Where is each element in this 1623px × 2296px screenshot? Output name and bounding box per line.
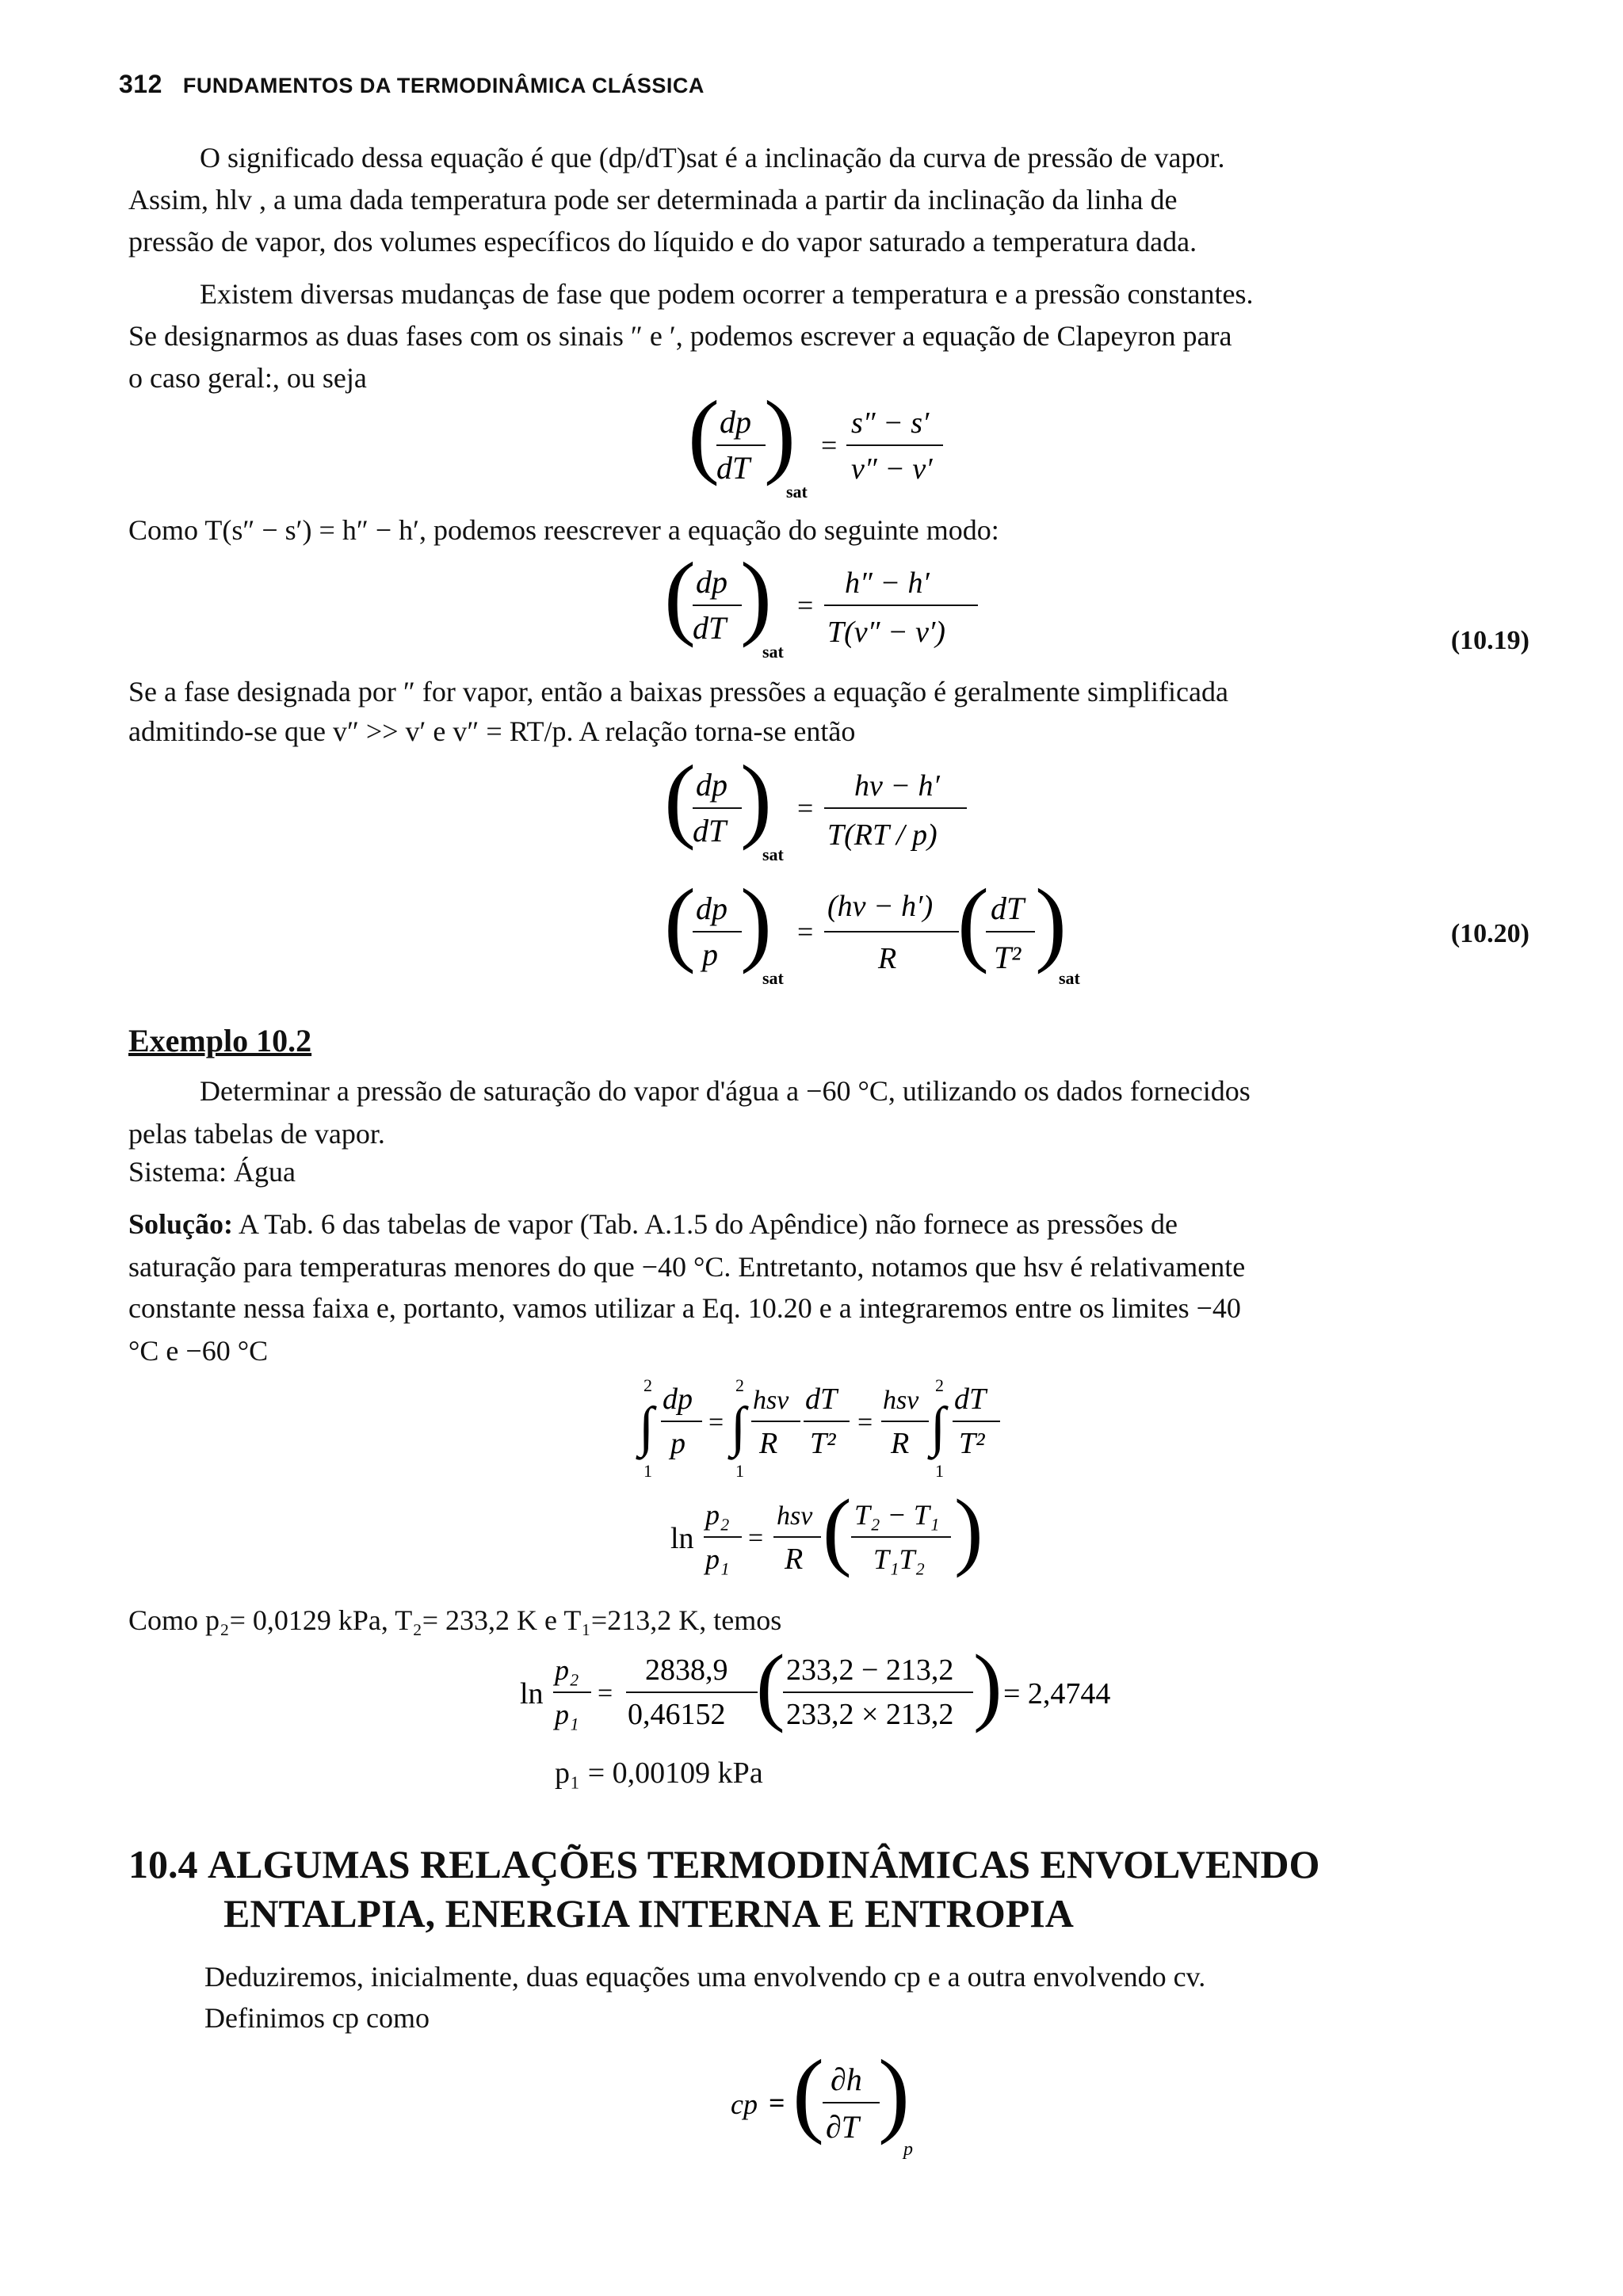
- left-paren: (: [792, 2042, 824, 2145]
- section-title-line-1: ALGUMAS RELAÇÕES TERMODINÂMICAS ENVOLVENDO: [208, 1842, 1320, 1886]
- page-number: 312: [119, 70, 162, 98]
- equals-sign: =: [748, 1524, 764, 1553]
- cp-lhs: cp: [731, 2088, 758, 2120]
- equals-sign: =: [769, 2087, 785, 2119]
- lower-limit: 1: [935, 1461, 944, 1481]
- integral-sign: ∫: [731, 1397, 747, 1458]
- eqB-sub: sat: [762, 845, 784, 864]
- lower-limit: 1: [735, 1461, 744, 1481]
- right-paren: ): [740, 753, 772, 851]
- paragraph-4-line-1: Se a fase designada por ″ for vapor, então a baixas pressões a equação é geralmente simplificada: [128, 676, 1228, 707]
- paragraph-2-line-2: Se designarmos as duas fases com os sinais ″ e ′, podemos escrever a equação de Clapeyron para: [128, 320, 1232, 352]
- num-b-num: 233,2 − 213,2: [786, 1653, 954, 1687]
- eqA-lhs-den: dT: [716, 450, 750, 486]
- eqA-sub: sat: [786, 482, 808, 502]
- equals-sign: =: [598, 1679, 613, 1708]
- eqB-lhs-num: dp: [696, 767, 727, 803]
- paragraph-2-line-1: Existem diversas mudanças de fase que podem ocorrer a temperatura e a pressão constantes.: [200, 278, 1254, 310]
- paragraph-1-line-3: pressão de vapor, dos volumes específicos do líquido e do vapor saturado a temperatura dada.: [128, 226, 1197, 257]
- int-hsv: hsv: [753, 1386, 789, 1415]
- int-T2-2: T²: [959, 1427, 985, 1460]
- equals-sign: =: [857, 1408, 873, 1437]
- clapeyron-general-equation: [682, 390, 967, 509]
- eqA-lhs-num: dp: [720, 404, 751, 440]
- cp-sub: p: [903, 2139, 913, 2160]
- int-p: p: [670, 1427, 685, 1460]
- eq1020-paren-num: dT: [991, 891, 1025, 926]
- upper-limit: 2: [935, 1375, 944, 1395]
- int-R: R: [759, 1427, 778, 1460]
- equation-number-10-20: (10.20): [1450, 919, 1529, 948]
- eq1020-paren-den: T²: [994, 940, 1022, 975]
- running-title: FUNDAMENTOS DA TERMODINÂMICA CLÁSSICA: [182, 74, 705, 97]
- eqA-rhs-num: s″ − s′: [851, 406, 930, 440]
- num-p2: p₂: [555, 1654, 579, 1686]
- num-b-den: 233,2 × 213,2: [786, 1698, 954, 1731]
- cp-num: ∂h: [831, 2061, 862, 2097]
- cp-den: ∂T: [826, 2109, 860, 2145]
- upper-limit: 2: [735, 1375, 744, 1395]
- right-paren: ): [740, 550, 772, 648]
- num-p1: p₁: [555, 1699, 579, 1730]
- equals-sign: =: [821, 429, 838, 461]
- paragraph-1-line-2: Assim, hlv , a uma dada temperatura pode ser determinada a partir da inclinação da linha de: [128, 184, 1178, 215]
- left-paren: (: [688, 390, 720, 486]
- eqB-rhs-den: T(RT / p): [827, 818, 938, 852]
- right-paren: ): [764, 390, 796, 486]
- eq1020-rhs-num: (hv − h′): [827, 890, 934, 923]
- result-line: p₁ = 0,00109 kPa: [555, 1756, 763, 1790]
- right-paren: ): [1035, 876, 1067, 974]
- ln-p1: p₁: [705, 1543, 730, 1575]
- left-paren: (: [664, 550, 696, 648]
- num-a-den: 0,46152: [628, 1698, 726, 1731]
- right-paren: ): [954, 1486, 983, 1578]
- left-paren: (: [756, 1640, 785, 1733]
- equals-sign: =: [797, 916, 814, 948]
- log-ratio-equation: [666, 1486, 999, 1589]
- solution-label: Solução:: [128, 1208, 234, 1240]
- running-header: [119, 70, 705, 99]
- eq1020-lhs-num: dp: [696, 891, 727, 926]
- integral-sign: ∫: [930, 1397, 946, 1458]
- eq1019-lhs-den: dT: [693, 610, 727, 646]
- left-paren: (: [664, 753, 696, 851]
- ln-p2: p₂: [705, 1499, 730, 1531]
- right-paren: ): [973, 1640, 1002, 1733]
- int-hsv-2: hsv: [883, 1386, 919, 1415]
- equation-10-19: [658, 550, 991, 669]
- equation-number-10-19: (10.19): [1450, 626, 1529, 655]
- ln-num: T₂ − T₁: [854, 1499, 940, 1531]
- equals-sign: =: [797, 589, 814, 621]
- ln-den: T₁T₂: [873, 1543, 926, 1575]
- solution-line-2: saturação para temperaturas menores do que −40 °C. Entretanto, notamos que hsv é relativamente: [128, 1251, 1246, 1283]
- paragraph-4-line-2: admitindo-se que v″ >> v′ e v″ = RT/p. A relação torna-se então: [128, 715, 856, 747]
- int-dp: dp: [663, 1383, 693, 1416]
- equals-sign: =: [797, 792, 814, 824]
- paragraph-5: Como p₂= 0,0129 kPa, T₂= 233,2 K e T₁=213,2 K, temos: [128, 1604, 782, 1636]
- solution-line-4: °C e −60 °C: [128, 1335, 269, 1367]
- upper-limit: 2: [643, 1375, 652, 1395]
- right-paren: ): [740, 876, 772, 974]
- solution-line-1: [128, 1207, 1178, 1241]
- left-paren: (: [957, 876, 989, 974]
- example-line-1: Determinar a pressão de saturação do vapor d'água a −60 °C, utilizando os dados fornecidos: [200, 1075, 1251, 1107]
- eq1019-lhs-num: dp: [696, 564, 727, 600]
- int-R-2: R: [891, 1427, 910, 1460]
- eqA-rhs-den: v″ − v′: [851, 452, 933, 486]
- num-result: = 2,4744: [1003, 1677, 1111, 1711]
- solution-line-3: constante nessa faixa e, portanto, vamos utilizar a Eq. 10.20 e a integraremos entre os limites −40: [128, 1292, 1241, 1324]
- cp-definition-equation: [727, 2042, 934, 2161]
- num-ln-label: ln: [520, 1677, 544, 1711]
- int-dT-2: dT: [954, 1383, 987, 1416]
- example-title: Exemplo 10.2: [128, 1023, 312, 1058]
- eqB-rhs-num: hv − h′: [854, 769, 940, 803]
- left-paren: (: [823, 1486, 852, 1578]
- eq1020-lhs-den: p: [702, 936, 718, 972]
- int-dT: dT: [805, 1383, 838, 1416]
- low-pressure-equation: [658, 753, 991, 871]
- eq1019-rhs-den: T(v″ − v′): [827, 616, 945, 649]
- paragraph-2-line-3: o caso geral:, ou seja: [128, 362, 367, 394]
- equation-10-20: [658, 876, 1102, 995]
- integral-sign: ∫: [639, 1397, 655, 1458]
- ln-label: ln: [670, 1522, 694, 1555]
- example-line-2: pelas tabelas de vapor.: [128, 1118, 385, 1150]
- right-paren: ): [878, 2042, 910, 2145]
- eq1020-rhs-den: R: [878, 942, 897, 975]
- lower-limit: 1: [643, 1461, 652, 1481]
- section-title-line-2: ENTALPIA, ENERGIA INTERNA E ENTROPIA: [223, 1891, 1074, 1936]
- section-number: 10.4: [128, 1842, 198, 1886]
- eq1020-sub-2: sat: [1059, 968, 1080, 988]
- numeric-equation: [515, 1640, 1149, 1751]
- num-a-num: 2838,9: [645, 1653, 728, 1687]
- left-paren: (: [664, 876, 696, 974]
- eq1020-sub: sat: [762, 968, 784, 988]
- paragraph-6-line-2: Definimos cp como: [204, 2002, 430, 2034]
- eq1019-rhs-num: h″ − h′: [845, 566, 930, 600]
- int-T2: T²: [810, 1427, 836, 1460]
- equals-sign: =: [708, 1408, 724, 1437]
- paragraph-1-line-1: O significado dessa equação é que (dp/dT)sat é a inclinação da curva de pressão de vapor.: [200, 142, 1225, 174]
- solution-line-1-text: A Tab. 6 das tabelas de vapor (Tab. A.1.5 do Apêndice) não fornece as pressões de: [239, 1208, 1178, 1240]
- integral-equation: [626, 1371, 1022, 1489]
- paragraph-6-line-1: Deduziremos, inicialmente, duas equações uma envolvendo cp e a outra envolvendo cv.: [204, 1961, 1206, 1993]
- section-heading-line-1: [128, 1840, 1319, 1889]
- ln-R: R: [785, 1543, 804, 1576]
- eq1019-sub: sat: [762, 642, 784, 662]
- eqB-lhs-den: dT: [693, 813, 727, 849]
- example-system: Sistema: Água: [128, 1156, 296, 1188]
- paragraph-3: Como T(s″ − s′) = h″ − h′, podemos reescrever a equação do seguinte modo:: [128, 514, 999, 546]
- ln-hsv: hsv: [777, 1501, 813, 1531]
